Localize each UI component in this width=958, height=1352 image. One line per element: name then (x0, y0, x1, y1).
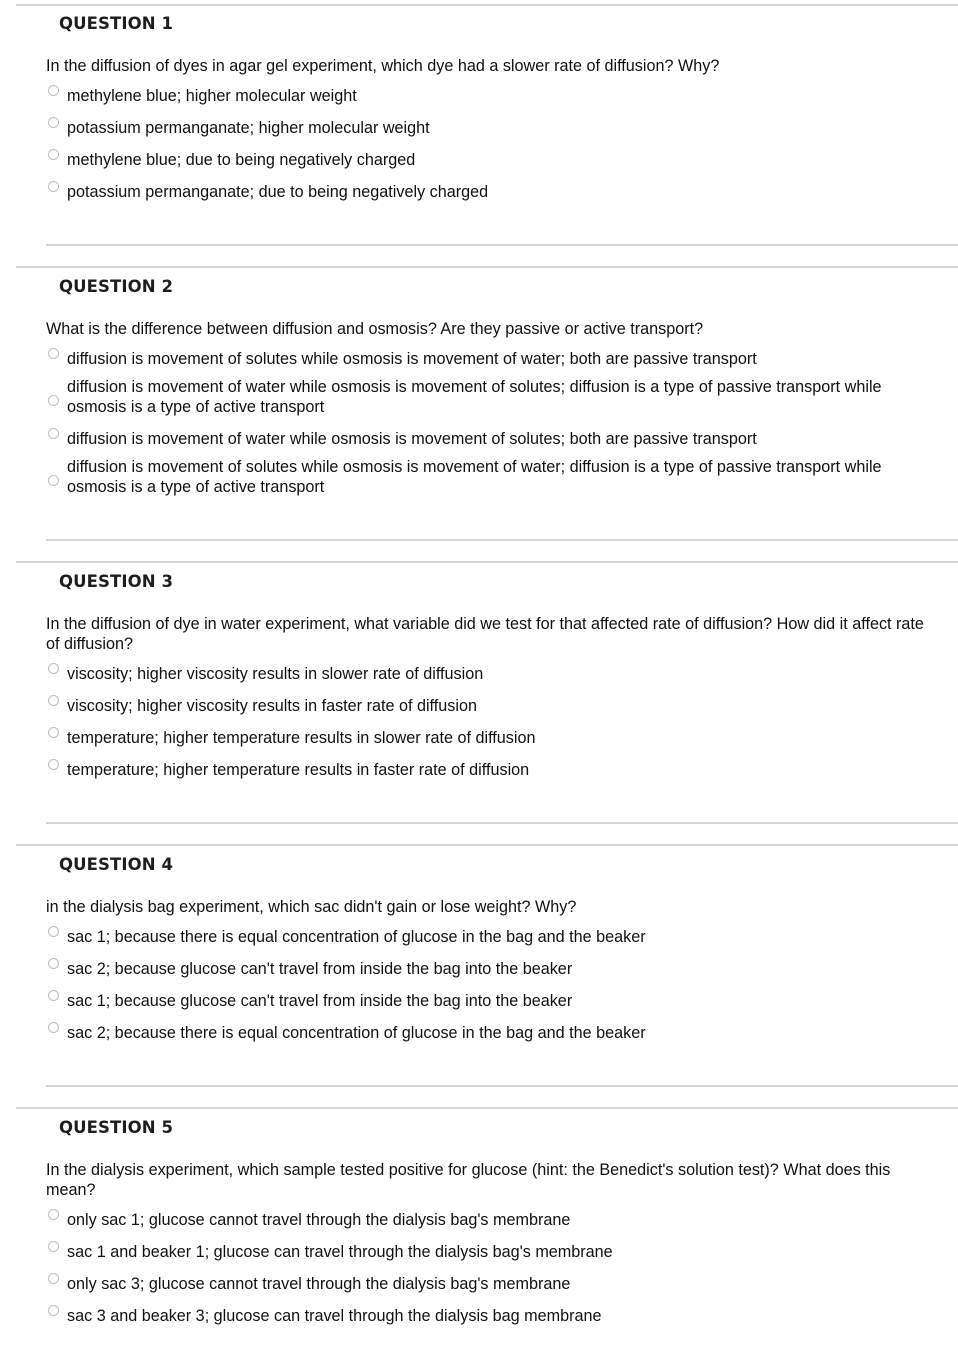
answer-option-label[interactable]: methylene blue; due to being negatively charged (67, 151, 416, 169)
answer-option-label[interactable]: temperature; higher temperature results in slower rate of diffusion (67, 729, 536, 747)
radio-button[interactable] (48, 727, 59, 738)
answer-option-label[interactable]: potassium permanganate; higher molecular weight (67, 119, 430, 137)
answer-option-label[interactable]: potassium permanganate; due to being negatively charged (67, 183, 489, 201)
question-text: In the diffusion of dye in water experiment, what variable did we test for that affected rate of diffusion? How did it affect rate of diffusion? (46, 615, 924, 653)
section-separator (46, 1085, 958, 1087)
question-title: QUESTION 3 (59, 572, 174, 591)
answer-option-label[interactable]: only sac 3; glucose cannot travel through the dialysis bag's membrane (67, 1275, 571, 1293)
radio-button[interactable] (48, 117, 59, 128)
section-separator (46, 539, 958, 541)
question-text: in the dialysis bag experiment, which sac didn't gain or lose weight? Why? (46, 898, 577, 916)
question-title: QUESTION 1 (59, 14, 174, 33)
question-title: QUESTION 2 (59, 277, 174, 296)
radio-button[interactable] (48, 926, 59, 937)
question-title: QUESTION 4 (59, 855, 174, 874)
radio-button[interactable] (48, 428, 59, 439)
answer-option-label[interactable]: sac 1 and beaker 1; glucose can travel through the dialysis bag's membrane (67, 1243, 613, 1261)
question-text: In the diffusion of dyes in agar gel experiment, which dye had a slower rate of diffusion? Why? (46, 57, 720, 75)
radio-button[interactable] (48, 348, 59, 359)
section-separator (46, 822, 958, 824)
answer-option-label[interactable]: methylene blue; higher molecular weight (67, 87, 357, 105)
radio-button[interactable] (48, 663, 59, 674)
answer-option-label[interactable]: sac 1; because glucose can't travel from inside the bag into the beaker (67, 992, 573, 1010)
question-divider (16, 561, 958, 563)
question-divider (16, 844, 958, 846)
radio-button[interactable] (48, 395, 59, 406)
radio-button[interactable] (48, 181, 59, 192)
answer-option-label[interactable]: temperature; higher temperature results in faster rate of diffusion (67, 761, 530, 779)
radio-button[interactable] (48, 1305, 59, 1316)
question-title: QUESTION 5 (59, 1118, 174, 1137)
question-divider (16, 4, 958, 6)
answer-option-label[interactable]: sac 1; because there is equal concentration of glucose in the bag and the beaker (67, 928, 646, 946)
answer-option-label[interactable]: sac 2; because there is equal concentration of glucose in the bag and the beaker (67, 1024, 646, 1042)
radio-button[interactable] (48, 990, 59, 1001)
answer-option-label[interactable]: diffusion is movement of solutes while osmosis is movement of water; diffusion is a type of passive transport while osmosis is a type of active transport (67, 458, 882, 496)
answer-option-label[interactable]: sac 2; because glucose can't travel from inside the bag into the beaker (67, 960, 573, 978)
question-text: What is the difference between diffusion and osmosis? Are they passive or active transport? (46, 320, 704, 338)
section-separator (46, 244, 958, 246)
question-divider (16, 1107, 958, 1109)
answer-option-label[interactable]: diffusion is movement of solutes while osmosis is movement of water; both are passive transport (67, 350, 757, 368)
answer-option-label[interactable]: sac 3 and beaker 3; glucose can travel through the dialysis bag membrane (67, 1307, 602, 1325)
answer-option-label[interactable]: viscosity; higher viscosity results in faster rate of diffusion (67, 697, 477, 715)
radio-button[interactable] (48, 149, 59, 160)
radio-button[interactable] (48, 1209, 59, 1220)
answer-option-label[interactable]: viscosity; higher viscosity results in slower rate of diffusion (67, 665, 484, 683)
radio-button[interactable] (48, 475, 59, 486)
answer-option-label[interactable]: diffusion is movement of water while osmosis is movement of solutes; diffusion is a type of passive transport while osmosis is a type of active transport (67, 378, 882, 416)
radio-button[interactable] (48, 759, 59, 770)
radio-button[interactable] (48, 695, 59, 706)
radio-button[interactable] (48, 958, 59, 969)
answer-option-label[interactable]: only sac 1; glucose cannot travel through the dialysis bag's membrane (67, 1211, 571, 1229)
radio-button[interactable] (48, 1273, 59, 1284)
question-text: In the dialysis experiment, which sample tested positive for glucose (hint: the Benedict's solution test)? What does this mean? (46, 1161, 891, 1199)
radio-button[interactable] (48, 1022, 59, 1033)
radio-button[interactable] (48, 1241, 59, 1252)
answer-option-label[interactable]: diffusion is movement of water while osmosis is movement of solutes; both are passive transport (67, 430, 757, 448)
radio-button[interactable] (48, 85, 59, 96)
question-divider (16, 266, 958, 268)
